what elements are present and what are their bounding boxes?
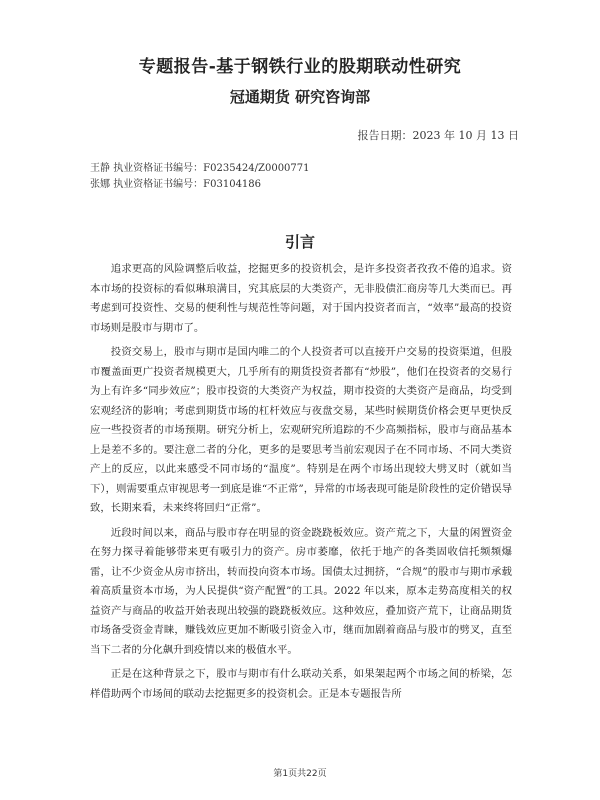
paragraph: 近段时间以来，商品与股市存在明显的资金跷跷板效应。资产荒之下，大量的闲置资金在努力探寻着能够带来更有吸引力的资产。房市萎靡，依托于地产的各类固收信托频频爆雷，让不少资金从房市挤出，转而投向资本市场。国债太过拥挤，“合规”的股市与期市承载着高质量资本市场，为人民提供“资产配置”的工具。2022 年以来，原本走势高度相关的权益资产与商品的收益开始表现出较强的跷跷板效应。这种效应，叠加资产荒下，让商品期货市场备受资金青睐，赚钱效应更加不断吸引资金入市，继而加剧着商品与股市的劈叉，直至当下二者的分化飙升到疫情以来的极值水平。 bbox=[90, 526, 512, 656]
paragraph: 追求更高的风险调整后收益，挖掘更多的投资机会，是许多投资者孜孜不倦的追求。资本市场的投资标的看似琳琅满目，究其底层的大类资产，无非股债汇商房等几大类而已。再考虑到可投资性、交易的便利性与规范性等问题，对于国内投资者而言，“效率”最高的投资市场则是股市与期市了。 bbox=[90, 263, 512, 334]
page-number-footer: 第1页共22页 bbox=[273, 769, 327, 779]
body-text bbox=[90, 260, 512, 709]
author-line: 王静 执业资格证书编号：F0235424/Z0000771 bbox=[90, 163, 310, 174]
report-date: 报告日期：2023 年 10 月 13 日 bbox=[357, 129, 519, 142]
report-subtitle: 冠通期货 研究咨询部 bbox=[229, 88, 371, 106]
paragraph: 正是在这种背景之下，股市与期市有什么联动关系，如果架起两个市场之间的桥梁，怎样借助两个市场间的联动去挖掘更多的投资机会。正是本专题报告所 bbox=[90, 668, 512, 700]
report-title: 专题报告-基于钢铁行业的股期联动性研究 bbox=[138, 57, 462, 77]
author-line: 张娜 执业资格证书编号：F03104186 bbox=[90, 179, 262, 190]
paragraph: 投资交易上，股市与期市是国内唯二的个人投资者可以直接开户交易的投资渠道，但股市覆盖面更广投资者规模更大，几乎所有的期货投资者都有“炒股”，他们在投资者的交易行为上有许多“同步效应”；股市投资的大类资产为权益，期市投资的大类资产是商品，均受到宏观经济的影响；考虑到期货市场的杠杆效应与夜盘交易，某些时候期货价格会更早更快反应一些投资者的市场预期。研究分析上，宏观研究所追踪的不少高频指标，股市与商品基本上是差不多的。要注意二者的分化，更多的是要思考当前宏观因子在不同市场、不同大类资产上的反应，以此来感受不同市场的“温度”。特别是在两个市场出现较大劈叉时（就如当下），则需要重点审视思考一到底是谁“不正常”，异常的市场表现可能是阶段性的定价错误导致，长期来看，未来终将回归“正常”。 bbox=[90, 346, 512, 514]
section-heading: 引言 bbox=[284, 233, 315, 251]
